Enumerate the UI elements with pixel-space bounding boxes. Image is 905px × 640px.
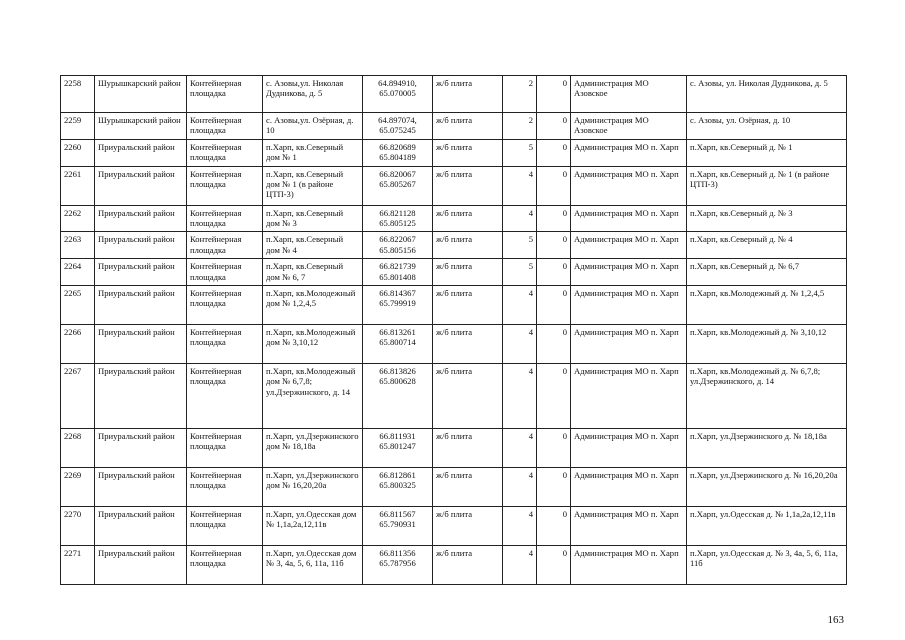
cell-district: Приуральский район: [95, 139, 187, 166]
cell-latitude: 66.812861: [379, 470, 416, 481]
cell-address: п.Харп, ул.Одесская дом № 1,1а,2а,12,11в: [263, 507, 363, 546]
cell-surface: ж/б плита: [433, 166, 503, 205]
table-row: [61, 468, 847, 507]
cell-district: Приуральский район: [95, 429, 187, 468]
cell-latitude: 66.821128: [379, 207, 416, 218]
cell-owner: Администрация МО Азовское: [571, 76, 687, 113]
cell-address: п.Харп, кв.Северный дом № 6, 7: [263, 259, 363, 286]
cell-latitude: 66.820689: [379, 141, 416, 152]
cell-owner: Администрация МО п. Харп: [571, 507, 687, 546]
cell-count-1: 4: [503, 546, 537, 585]
cell-latitude: 66.813261: [379, 327, 416, 338]
cell-longitude: 65.801408: [379, 271, 416, 282]
cell-source: п.Харп, кв.Северный д. № 1: [687, 139, 847, 166]
cell-surface: ж/б плита: [433, 546, 503, 585]
cell-surface: ж/б плита: [433, 259, 503, 286]
cell-address: с. Азовы,ул. Николая Дудникова, д. 5: [263, 76, 363, 113]
cell-count-2: 0: [537, 286, 571, 325]
cell-owner: Администрация МО п. Харп: [571, 364, 687, 429]
cell-count-2: 0: [537, 139, 571, 166]
cell-address: п.Харп, кв.Северный дом № 1: [263, 139, 363, 166]
cell-coordinates: [363, 76, 433, 113]
cell-longitude: 65.804189: [379, 152, 416, 163]
cell-address: п.Харп, ул.Дзержинского дом № 16,20,20а: [263, 468, 363, 507]
cell-count-1: 4: [503, 364, 537, 429]
cell-latitude: 66.811931: [379, 431, 416, 442]
table-row: [61, 546, 847, 585]
cell-id: 2260: [61, 139, 95, 166]
cell-source: п.Харп, кв.Северный д. № 3: [687, 205, 847, 232]
cell-count-1: 5: [503, 259, 537, 286]
table-body: [61, 76, 847, 585]
table-row: [61, 286, 847, 325]
cell-id: 2261: [61, 166, 95, 205]
cell-address: п.Харп, ул.Дзержинского дом № 18,18а: [263, 429, 363, 468]
cell-id: 2268: [61, 429, 95, 468]
cell-surface: ж/б плита: [433, 286, 503, 325]
cell-latitude: 66.820067: [379, 168, 416, 179]
cell-surface: ж/б плита: [433, 364, 503, 429]
cell-count-1: 2: [503, 76, 537, 113]
cell-type: Контейнерная площадка: [187, 286, 263, 325]
table-row: [61, 507, 847, 546]
cell-latitude: 66.813826: [379, 366, 416, 377]
cell-owner: Администрация МО п. Харп: [571, 232, 687, 259]
cell-surface: ж/б плита: [433, 76, 503, 113]
cell-owner: Администрация МО п. Харп: [571, 468, 687, 507]
cell-source: п.Харп, кв.Северный д. № 1 (в районе ЦТП-3): [687, 166, 847, 205]
cell-id: 2271: [61, 546, 95, 585]
cell-owner: Администрация МО п. Харп: [571, 139, 687, 166]
table-row: [61, 259, 847, 286]
cell-longitude: 65.805156: [379, 244, 416, 255]
cell-address: п.Харп, кв.Северный дом № 4: [263, 232, 363, 259]
cell-district: Приуральский район: [95, 166, 187, 205]
cell-type: Контейнерная площадка: [187, 507, 263, 546]
cell-source: с. Азовы, ул. Николая Дудникова, д. 5: [687, 76, 847, 113]
cell-district: Шурышкарский район: [95, 113, 187, 140]
table-row: [61, 76, 847, 113]
cell-count-2: 0: [537, 364, 571, 429]
cell-source: п.Харп, кв.Молодежный д. № 3,10,12: [687, 325, 847, 364]
cell-count-2: 0: [537, 259, 571, 286]
cell-id: 2267: [61, 364, 95, 429]
cell-count-1: 2: [503, 113, 537, 140]
cell-coordinates: [363, 325, 433, 364]
cell-district: Приуральский район: [95, 205, 187, 232]
cell-coordinates: [363, 205, 433, 232]
cell-latitude: 64.894910,: [378, 78, 417, 88]
cell-count-1: 4: [503, 205, 537, 232]
cell-longitude: 65.790931: [379, 519, 416, 530]
cell-owner: Администрация МО Азовское: [571, 113, 687, 140]
cell-latitude: 66.811567: [379, 509, 416, 520]
cell-coordinates: [363, 507, 433, 546]
cell-latitude: 64.897074,: [378, 115, 417, 125]
cell-surface: ж/б плита: [433, 429, 503, 468]
cell-district: Шурышкарский район: [95, 76, 187, 113]
cell-address: п.Харп, кв.Молодежный дом № 6,7,8; ул.Дзержинского, д. 14: [263, 364, 363, 429]
cell-count-2: 0: [537, 325, 571, 364]
table-row: [61, 166, 847, 205]
cell-coordinates: [363, 113, 433, 140]
cell-address: п.Харп, кв.Северный дом № 1 (в районе ЦТП-3): [263, 166, 363, 205]
cell-owner: Администрация МО п. Харп: [571, 429, 687, 468]
cell-count-1: 4: [503, 166, 537, 205]
cell-type: Контейнерная площадка: [187, 232, 263, 259]
cell-longitude: 65.787956: [379, 558, 416, 569]
cell-coordinates: [363, 259, 433, 286]
cell-owner: Администрация МО п. Харп: [571, 546, 687, 585]
cell-coordinates: [363, 429, 433, 468]
cell-count-2: 0: [537, 232, 571, 259]
cell-longitude: 65.801247: [379, 441, 416, 452]
cell-district: Приуральский район: [95, 364, 187, 429]
cell-count-1: 5: [503, 232, 537, 259]
cell-source: п.Харп, ул.Одесская д. № 3, 4а, 5, 6, 11а, 11б: [687, 546, 847, 585]
cell-source: п.Харп, ул.Одесская д. № 1,1а,2а,12,11в: [687, 507, 847, 546]
cell-type: Контейнерная площадка: [187, 429, 263, 468]
cell-address: с. Азовы,ул. Озёрная, д. 10: [263, 113, 363, 140]
cell-longitude: 65.800714: [379, 337, 416, 348]
cell-source: п.Харп, кв.Молодежный д. № 6,7,8; ул.Дзержинского, д. 14: [687, 364, 847, 429]
table-row: [61, 205, 847, 232]
cell-district: Приуральский район: [95, 259, 187, 286]
cell-count-1: 4: [503, 429, 537, 468]
cell-coordinates: [363, 166, 433, 205]
cell-count-1: 4: [503, 468, 537, 507]
cell-surface: ж/б плита: [433, 205, 503, 232]
cell-source: с. Азовы, ул. Озёрная, д. 10: [687, 113, 847, 140]
cell-id: 2266: [61, 325, 95, 364]
table-row: [61, 364, 847, 429]
cell-address: п.Харп, кв.Северный дом № 3: [263, 205, 363, 232]
cell-type: Контейнерная площадка: [187, 468, 263, 507]
cell-count-2: 0: [537, 507, 571, 546]
page-number: 163: [827, 614, 844, 626]
cell-longitude: 65.799919: [379, 298, 416, 309]
cell-owner: Администрация МО п. Харп: [571, 166, 687, 205]
cell-longitude: 65.070005: [379, 88, 416, 99]
cell-source: п.Харп, кв.Северный д. № 4: [687, 232, 847, 259]
cell-source: п.Харп, ул.Дзержинского д. № 18,18а: [687, 429, 847, 468]
cell-count-1: 4: [503, 507, 537, 546]
cell-id: 2259: [61, 113, 95, 140]
cell-id: 2265: [61, 286, 95, 325]
cell-longitude: 65.800628: [379, 376, 416, 387]
cell-coordinates: [363, 139, 433, 166]
cell-coordinates: [363, 286, 433, 325]
cell-owner: Администрация МО п. Харп: [571, 325, 687, 364]
table-row: [61, 139, 847, 166]
cell-coordinates: [363, 468, 433, 507]
cell-source: п.Харп, кв.Молодежный д. № 1,2,4,5: [687, 286, 847, 325]
waste-sites-table: [60, 75, 847, 585]
cell-type: Контейнерная площадка: [187, 139, 263, 166]
cell-count-2: 0: [537, 76, 571, 113]
cell-district: Приуральский район: [95, 286, 187, 325]
cell-surface: ж/б плита: [433, 507, 503, 546]
cell-district: Приуральский район: [95, 232, 187, 259]
cell-count-1: 4: [503, 325, 537, 364]
cell-surface: ж/б плита: [433, 325, 503, 364]
cell-coordinates: [363, 546, 433, 585]
cell-id: 2269: [61, 468, 95, 507]
cell-count-1: 5: [503, 139, 537, 166]
cell-longitude: 65.075245: [379, 125, 416, 136]
cell-latitude: 66.811356: [379, 548, 416, 559]
cell-count-2: 0: [537, 546, 571, 585]
cell-longitude: 65.800325: [379, 480, 416, 491]
cell-surface: ж/б плита: [433, 232, 503, 259]
cell-type: Контейнерная площадка: [187, 166, 263, 205]
cell-id: 2264: [61, 259, 95, 286]
cell-address: п.Харп, кв.Молодежный дом № 1,2,4,5: [263, 286, 363, 325]
cell-district: Приуральский район: [95, 546, 187, 585]
cell-count-1: 4: [503, 286, 537, 325]
cell-coordinates: [363, 232, 433, 259]
cell-id: 2270: [61, 507, 95, 546]
cell-surface: ж/б плита: [433, 468, 503, 507]
cell-type: Контейнерная площадка: [187, 364, 263, 429]
cell-surface: ж/б плита: [433, 113, 503, 140]
cell-district: Приуральский район: [95, 325, 187, 364]
cell-type: Контейнерная площадка: [187, 113, 263, 140]
cell-longitude: 65.805125: [379, 218, 416, 229]
cell-count-2: 0: [537, 429, 571, 468]
cell-owner: Администрация МО п. Харп: [571, 286, 687, 325]
cell-owner: Администрация МО п. Харп: [571, 205, 687, 232]
cell-surface: ж/б плита: [433, 139, 503, 166]
cell-owner: Администрация МО п. Харп: [571, 259, 687, 286]
cell-count-2: 0: [537, 205, 571, 232]
cell-latitude: 66.822067: [379, 234, 416, 245]
cell-type: Контейнерная площадка: [187, 325, 263, 364]
cell-address: п.Харп, ул.Одесская дом № 3, 4а, 5, 6, 11а, 11б: [263, 546, 363, 585]
cell-id: 2258: [61, 76, 95, 113]
cell-type: Контейнерная площадка: [187, 259, 263, 286]
cell-count-2: 0: [537, 113, 571, 140]
table-row: [61, 113, 847, 140]
cell-latitude: 66.814367: [379, 288, 416, 299]
cell-latitude: 66.821739: [379, 261, 416, 272]
cell-source: п.Харп, кв.Северный д. № 6,7: [687, 259, 847, 286]
cell-source: п.Харп, ул.Дзержинского д. № 16,20,20а: [687, 468, 847, 507]
cell-id: 2263: [61, 232, 95, 259]
cell-count-2: 0: [537, 468, 571, 507]
cell-type: Контейнерная площадка: [187, 205, 263, 232]
cell-district: Приуральский район: [95, 507, 187, 546]
cell-address: п.Харп, кв.Молодежный дом № 3,10,12: [263, 325, 363, 364]
cell-longitude: 65.805267: [379, 179, 416, 190]
table-row: [61, 325, 847, 364]
cell-type: Контейнерная площадка: [187, 76, 263, 113]
table-row: [61, 232, 847, 259]
cell-coordinates: [363, 364, 433, 429]
cell-district: Приуральский район: [95, 468, 187, 507]
table-row: [61, 429, 847, 468]
cell-count-2: 0: [537, 166, 571, 205]
cell-id: 2262: [61, 205, 95, 232]
cell-type: Контейнерная площадка: [187, 546, 263, 585]
